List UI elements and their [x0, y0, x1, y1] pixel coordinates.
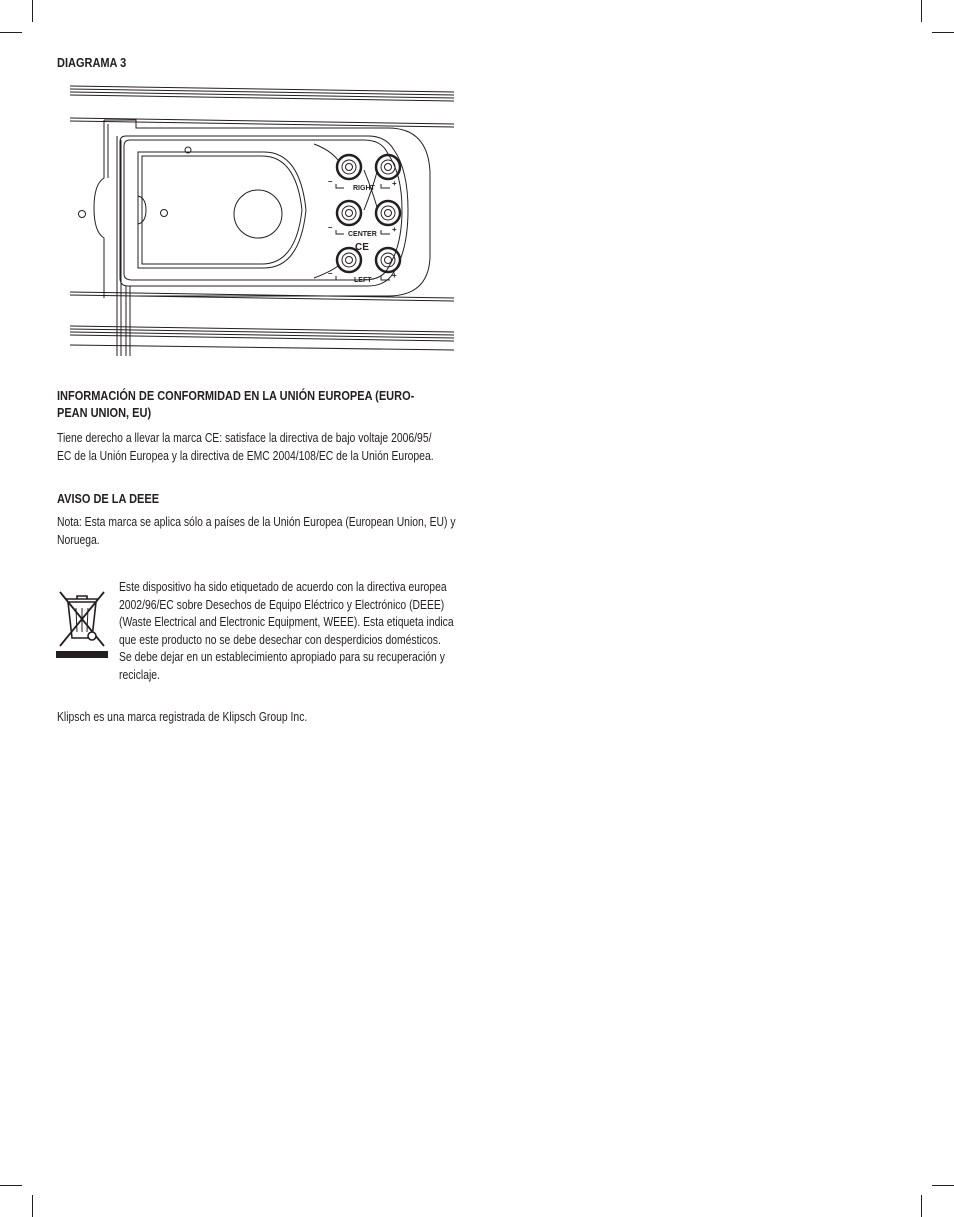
crop-mark	[0, 32, 22, 33]
crop-mark	[932, 1185, 954, 1186]
trademark-notice: Klipsch es una marca registrada de Klipsch Group Inc.	[57, 710, 308, 724]
eu-conformity-body: Tiene derecho a llevar la marca CE: satisface la directiva de bajo voltaje 2006/95/ EC de la Unión Europea y la directiva de EMC 2004/108/EC de la Unión Europea.	[57, 431, 434, 463]
label-left: LEFT	[354, 277, 372, 284]
crossed-out-wheelie-bin-icon	[56, 588, 108, 660]
terminal-right-plus	[376, 155, 400, 179]
weee-note: Nota: Esta marca se aplica sólo a países de la Unión Europea (European Union, EU) y Noruega.	[57, 515, 456, 547]
port-hole	[234, 190, 282, 238]
polarity-minus: –	[328, 223, 333, 232]
eu-conformity-heading	[57, 388, 414, 422]
polarity-minus: –	[328, 269, 333, 278]
crop-mark	[921, 0, 922, 22]
crop-mark	[32, 1195, 33, 1217]
weee-body: Este dispositivo ha sido etiquetado de acuerdo con la directiva europea 2002/96/EC sobre Desechos de Equipo Eléctrico y Electrónico (DEEE) (Waste Electrical and Electronic Equipment, WEEE). Esta etiqueta indica que este producto no se debe desechar con desperdicios domésticos. Se debe dejar en un establecimiento apropiado para su recuperación y reciclaje.	[119, 580, 454, 682]
polarity-minus: –	[328, 177, 333, 186]
label-center: CENTER	[348, 231, 377, 238]
terminal-right-minus	[337, 155, 361, 179]
polarity-plus: +	[392, 271, 397, 280]
terminal-center-plus	[376, 201, 400, 225]
crop-mark	[32, 0, 33, 22]
rail-line	[70, 86, 454, 101]
eu-conformity-heading-line1: INFORMACIÓN DE CONFORMIDAD EN LA UNIÓN EUROPEA (EURO-	[57, 389, 415, 403]
crop-mark	[932, 32, 954, 33]
mounting-hole	[79, 211, 86, 218]
crop-mark	[0, 1185, 22, 1186]
weee-heading: AVISO DE LA DEEE	[57, 492, 160, 506]
polarity-plus: +	[392, 179, 397, 188]
terminal-center-minus	[337, 201, 361, 225]
trace-line	[314, 144, 377, 278]
speaker-terminal-diagram	[68, 80, 460, 360]
polarity-plus: +	[392, 225, 397, 234]
ce-mark: CE	[355, 242, 369, 253]
wire-rod	[117, 280, 130, 356]
rail-line	[70, 118, 454, 127]
mounting-hole	[161, 210, 168, 217]
rail-line	[70, 326, 454, 341]
bracket-edge	[94, 120, 104, 298]
crop-mark	[921, 1195, 922, 1217]
label-right: RIGHT	[353, 185, 375, 192]
eu-conformity-heading-line2: PEAN UNION, EU)	[57, 406, 152, 420]
rail-line	[70, 345, 454, 350]
diagram-title: DIAGRAMA 3	[57, 56, 127, 70]
